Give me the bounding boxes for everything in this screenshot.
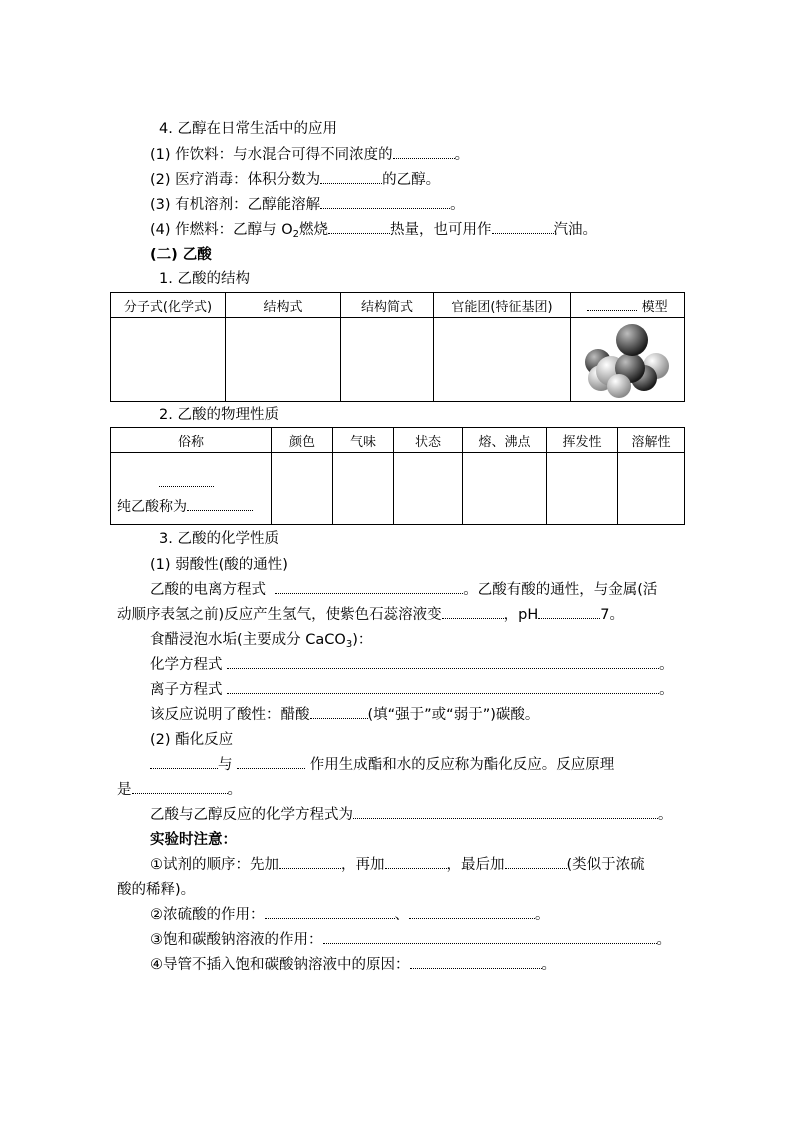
note-4: ④导管不插入饱和碳酸钠溶液中的原因： 。 (150, 957, 556, 973)
blank[interactable] (310, 705, 368, 719)
chemical-equation-line: 化学方程式 。 (150, 657, 674, 673)
table-header: 结构式 (226, 293, 341, 318)
table-header: 溶解性 (618, 428, 685, 453)
table-cell[interactable] (463, 453, 547, 525)
table-header: 颜色 (272, 428, 333, 453)
table-header-model: 模型 (571, 293, 685, 318)
blank[interactable] (320, 195, 450, 209)
table-header: 气味 (333, 428, 394, 453)
blank[interactable] (492, 220, 554, 234)
item-1: (1) 作饮料：与水混合可得不同浓度的 。 (150, 147, 470, 163)
notes-title: 实验时注意： (150, 832, 237, 848)
blank[interactable] (328, 220, 390, 234)
table-cell[interactable] (434, 318, 571, 402)
table-cell[interactable] (111, 318, 226, 402)
blank[interactable] (410, 955, 542, 969)
blank[interactable] (187, 497, 253, 511)
blank[interactable] (538, 605, 600, 619)
blank[interactable] (409, 905, 535, 919)
blank[interactable] (442, 605, 504, 619)
model-cell (571, 318, 685, 402)
table-cell[interactable] (226, 318, 341, 402)
table-cell[interactable] (272, 453, 333, 525)
table-header: 俗称 (111, 428, 272, 453)
item-2: (2) 医疗消毒：体积分数为 的乙醇。 (150, 172, 441, 188)
blank[interactable] (353, 805, 658, 819)
subheading-2: (2) 酯化反应 (150, 732, 234, 748)
vinegar-line: 食醋浸泡水垢(主要成分 CaCO$_3$)： (150, 632, 373, 650)
item-4: (4) 作燃料：乙醇与 $O_2$燃烧 热量，也可用作 汽油。 (150, 222, 598, 240)
section-3-heading: 3. 乙酸的化学性质 (159, 531, 279, 547)
blank[interactable] (265, 905, 395, 919)
section-2-heading: 2. 乙酸的物理性质 (159, 407, 279, 423)
table-header: 熔、沸点 (463, 428, 547, 453)
blank[interactable] (227, 680, 659, 694)
section-1-heading: 1. 乙酸的结构 (159, 271, 250, 287)
blank[interactable] (150, 755, 218, 769)
acidity-line: 该反应说明了酸性：醋酸 (填“强于”或“弱于”)碳酸。 (150, 707, 540, 723)
note-3: ③饱和碳酸钠溶液的作用： 。 (150, 932, 671, 948)
structure-table (110, 292, 685, 402)
section-4-heading: 4. 乙醇在日常生活中的应用 (159, 121, 337, 137)
part-2-heading: (二) 乙酸 (150, 247, 212, 263)
table-header: 挥发性 (547, 428, 618, 453)
table-header: 官能团(特征基团) (434, 293, 571, 318)
ionization-line: 乙酸的电离方程式 。乙酸有酸的通性，与金属(活 (150, 582, 658, 598)
note-2: ②浓硫酸的作用： 、 。 (150, 907, 550, 923)
table-cell[interactable] (333, 453, 394, 525)
ester-equation-line: 乙酸与乙醇反应的化学方程式为 。 (150, 807, 673, 823)
blank[interactable] (587, 297, 637, 311)
table-header: 结构简式 (341, 293, 434, 318)
physical-properties-table (110, 427, 685, 525)
blank[interactable] (275, 580, 463, 594)
table-header: 分子式(化学式) (111, 293, 226, 318)
subheading-1: (1) 弱酸性(酸的通性) (150, 557, 288, 573)
blank[interactable] (320, 170, 382, 184)
blank[interactable] (227, 655, 659, 669)
note-1: ①试剂的顺序：先加 ，再加 ，最后加 (类似于浓硫 (150, 857, 645, 873)
table-header: 状态 (394, 428, 463, 453)
blank[interactable] (505, 855, 567, 869)
blank[interactable] (159, 473, 214, 487)
common-name-cell: 纯乙酸称为 (111, 453, 272, 525)
esterification-line: 与 作用生成酯和水的反应称为酯化反应。反应原理 (150, 755, 614, 775)
blank[interactable] (279, 855, 341, 869)
esterification-line-2: 是 。 (117, 782, 242, 798)
ionic-equation-line: 离子方程式 。 (150, 682, 674, 698)
blank[interactable] (393, 145, 455, 159)
blank[interactable] (237, 755, 305, 769)
blank[interactable] (132, 780, 228, 794)
blank[interactable] (385, 855, 447, 869)
blank[interactable] (323, 930, 657, 944)
table-cell[interactable] (341, 318, 434, 402)
molecule-model-image (573, 320, 683, 400)
note-1-cont: 酸的稀释)。 (117, 882, 196, 898)
table-cell[interactable] (618, 453, 685, 525)
item-3: (3) 有机溶剂：乙醇能溶解 。 (150, 197, 465, 213)
table-cell[interactable] (547, 453, 618, 525)
table-cell[interactable] (394, 453, 463, 525)
ionization-line-2: 动顺序表氢之前)反应产生氢气，使紫色石蕊溶液变 ，pH 7。 (117, 607, 624, 623)
